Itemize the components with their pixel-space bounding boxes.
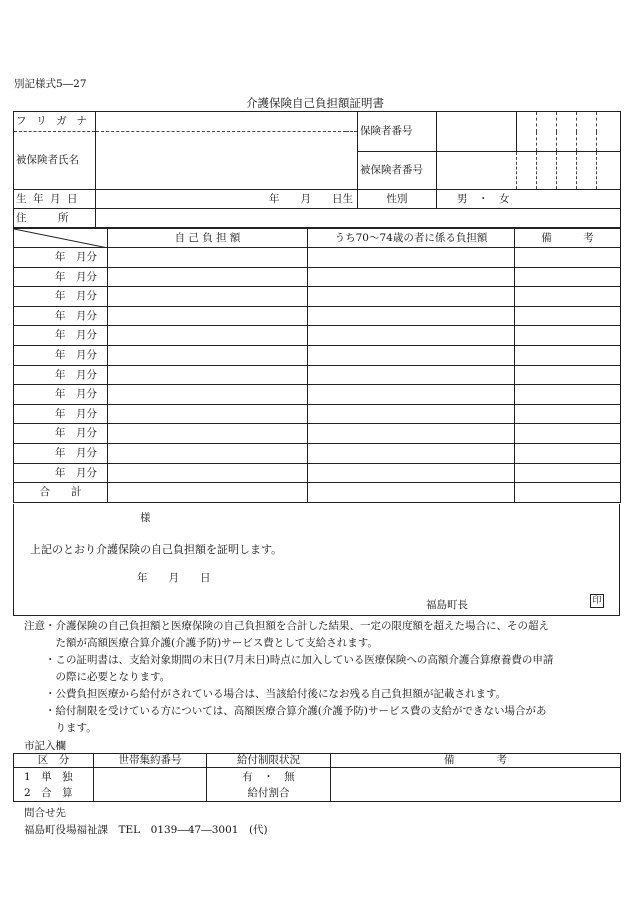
self-pay-cell[interactable]	[108, 424, 308, 444]
age-70-74-cell[interactable]	[308, 345, 515, 365]
sex-field[interactable]: 男 ・ 女	[437, 190, 621, 209]
insurer-number-cell-2[interactable]	[537, 112, 557, 152]
birth-date-label: 生 年 月 日	[14, 190, 96, 209]
self-pay-cell[interactable]	[108, 385, 308, 405]
household-number-header: 世帯集約番号	[94, 754, 207, 768]
age-70-74-cell[interactable]	[308, 267, 515, 287]
seal-mark: 印	[590, 594, 604, 608]
note-line: た額が高額医療合算介護(介護予防)サービス費として支給されます。	[24, 637, 378, 649]
remarks-cell[interactable]	[515, 404, 621, 424]
insurer-number-cell-1[interactable]	[517, 112, 537, 152]
self-pay-cell[interactable]	[108, 404, 308, 424]
insurer-number-cell-5[interactable]	[597, 112, 621, 152]
self-pay-cell[interactable]	[108, 287, 308, 307]
notes-block	[24, 618, 624, 737]
table-row	[14, 248, 621, 268]
diagonal-header-cell	[14, 229, 108, 248]
furigana-field[interactable]	[96, 112, 358, 132]
age-70-74-header: うち70～74歳の者に係る負担額	[308, 229, 515, 248]
city-section-label: 市記入欄	[24, 740, 66, 752]
kubun-single: 1 単 独	[24, 770, 73, 783]
month-label: 年 月分	[14, 248, 108, 268]
furigana-label: フ リ ガ ナ	[14, 112, 96, 132]
insurer-number-cell-3[interactable]	[557, 112, 577, 152]
note-line: 注意・介護保険の自己負担額と医療保険の自己負担額を合計した結果、一定の限度額を超えた場合に、その超え	[24, 620, 549, 632]
form-id: 別記様式5―27	[14, 78, 87, 90]
household-number-cell[interactable]	[94, 768, 207, 802]
kubun-cell[interactable]	[14, 768, 94, 802]
remarks-cell[interactable]	[515, 345, 621, 365]
remarks-cell[interactable]	[515, 463, 621, 483]
age-70-74-cell[interactable]	[308, 385, 515, 405]
remarks-cell[interactable]	[515, 248, 621, 268]
kubun-header: 区 分	[14, 754, 94, 768]
city-section-table	[13, 753, 621, 802]
month-label: 年 月分	[14, 424, 108, 444]
total-row	[14, 483, 621, 503]
certification-date: 年 月 日	[137, 572, 211, 584]
diagonal-line	[14, 229, 108, 248]
note-line: の際に必要となります。	[24, 671, 171, 683]
month-label: 年 月分	[14, 267, 108, 287]
restriction-cell[interactable]	[207, 768, 331, 802]
table-row	[14, 404, 621, 424]
remarks-header: 備 考	[515, 229, 621, 248]
insured-name-field[interactable]	[96, 132, 358, 190]
insured-number-cell-5[interactable]	[597, 152, 621, 190]
age-70-74-cell[interactable]	[308, 463, 515, 483]
self-pay-cell[interactable]	[108, 345, 308, 365]
age-70-74-cell[interactable]	[308, 424, 515, 444]
remarks-cell[interactable]	[515, 443, 621, 463]
restriction-yes-no: 有 ・ 無	[242, 770, 295, 783]
city-remarks-cell[interactable]	[331, 768, 621, 802]
month-label: 年 月分	[14, 404, 108, 424]
certification-box	[13, 504, 620, 616]
remarks-cell[interactable]	[515, 287, 621, 307]
self-pay-cell[interactable]	[108, 443, 308, 463]
month-label: 年 月分	[14, 365, 108, 385]
month-label: 年 月分	[14, 345, 108, 365]
month-label: 年 月分	[14, 463, 108, 483]
note-line: ります。	[24, 722, 97, 734]
insured-number-cell-3[interactable]	[557, 152, 577, 190]
note-line: ・給付制限を受けている方については、高額医療合算介護(介護予防)サービス費の支給ができない場合があ	[24, 705, 547, 717]
remarks-cell[interactable]	[515, 424, 621, 444]
insured-number-cell-4[interactable]	[577, 152, 597, 190]
table-row	[14, 267, 621, 287]
table-row	[14, 365, 621, 385]
month-label: 年 月分	[14, 287, 108, 307]
remarks-cell[interactable]	[515, 385, 621, 405]
address-label: 住 所	[14, 209, 96, 228]
table-row	[14, 345, 621, 365]
insured-number-cell-1[interactable]	[517, 152, 537, 190]
total-self-pay-cell[interactable]	[108, 483, 308, 503]
month-label: 年 月分	[14, 443, 108, 463]
remarks-cell[interactable]	[515, 267, 621, 287]
age-70-74-cell[interactable]	[308, 443, 515, 463]
self-pay-header: 自 己 負 担 額	[108, 229, 308, 248]
total-label: 合 計	[14, 483, 108, 503]
age-70-74-cell[interactable]	[308, 365, 515, 385]
table-row	[14, 443, 621, 463]
insured-number-label: 被保険者番号	[358, 152, 437, 190]
restriction-ratio: 給付割合	[247, 786, 290, 799]
insurer-number-cell-0[interactable]	[437, 112, 517, 152]
age-70-74-cell[interactable]	[308, 248, 515, 268]
contact-value: 福島町役場福祉課 TEL 0139―47―3001 (代)	[24, 824, 268, 836]
insured-number-cell-2[interactable]	[537, 152, 557, 190]
amount-table	[13, 228, 621, 503]
age-70-74-cell[interactable]	[308, 326, 515, 346]
self-pay-cell[interactable]	[108, 248, 308, 268]
table-row	[14, 306, 621, 326]
self-pay-cell[interactable]	[108, 267, 308, 287]
table-row	[14, 385, 621, 405]
note-line: ・公費負担医療から給付がされている場合は、当該給付後になお残る自己負担額が記載されます。	[24, 688, 507, 700]
sex-label: 性別	[358, 190, 437, 209]
self-pay-cell[interactable]	[108, 326, 308, 346]
table-row	[14, 463, 621, 483]
table-row	[14, 424, 621, 444]
insurer-number-label: 保険者番号	[358, 112, 437, 152]
remarks-cell[interactable]	[515, 306, 621, 326]
table-row	[14, 326, 621, 346]
table-row	[14, 287, 621, 307]
insured-name-label: 被保険者氏名	[14, 132, 96, 190]
age-70-74-cell[interactable]	[308, 287, 515, 307]
contact-label: 問合せ先	[24, 807, 66, 819]
certification-statement: 上記のとおり介護保険の自己負担額を証明します。	[30, 543, 283, 556]
self-pay-cell[interactable]	[108, 365, 308, 385]
insurer-number-cell-4[interactable]	[577, 112, 597, 152]
total-remarks-cell[interactable]	[515, 483, 621, 503]
age-70-74-cell[interactable]	[308, 306, 515, 326]
sama-label: 様	[140, 512, 151, 524]
kubun-combined: 2 合 算	[24, 786, 73, 799]
birth-date-field[interactable]: 年 月 日生	[96, 190, 358, 209]
address-field[interactable]	[96, 209, 621, 228]
month-label: 年 月分	[14, 306, 108, 326]
month-label: 年 月分	[14, 385, 108, 405]
header-table	[13, 111, 621, 228]
note-line: ・この証明書は、支給対象期間の末日(7月末日)時点に加入している医療保険への高額介護合算療養費の申請	[24, 654, 554, 666]
age-70-74-cell[interactable]	[308, 404, 515, 424]
total-age-70-74-cell[interactable]	[308, 483, 515, 503]
restriction-header: 給付制限状況	[207, 754, 331, 768]
issuer-name: 福島町長	[426, 599, 468, 611]
document-title: 介護保険自己負担額証明書	[246, 96, 384, 110]
month-label: 年 月分	[14, 326, 108, 346]
self-pay-cell[interactable]	[108, 463, 308, 483]
self-pay-cell[interactable]	[108, 306, 308, 326]
remarks-cell[interactable]	[515, 365, 621, 385]
remarks-cell[interactable]	[515, 326, 621, 346]
city-remarks-header: 備 考	[331, 754, 621, 768]
insured-number-cell-0[interactable]	[437, 152, 517, 190]
